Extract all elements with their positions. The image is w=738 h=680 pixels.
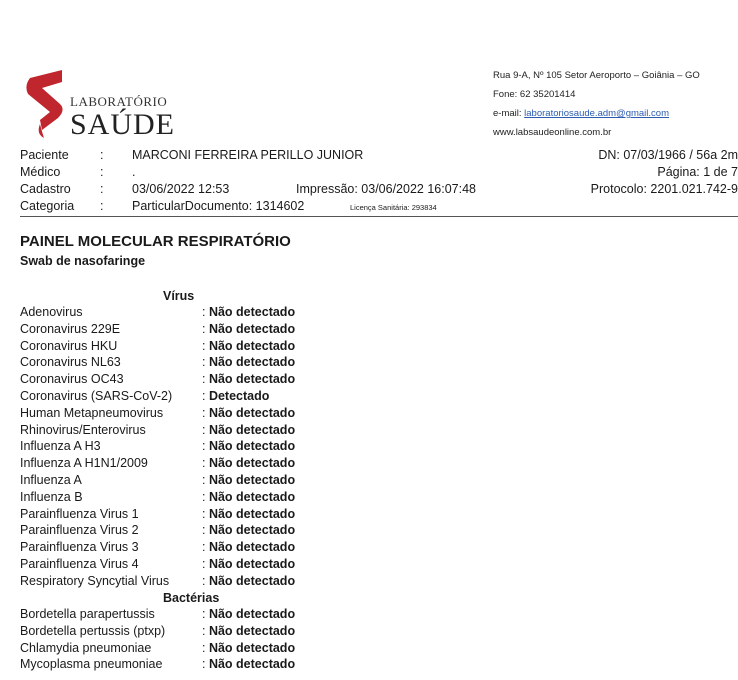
- result-row-detected: Coronavirus (SARS-CoV-2) : Detectado: [20, 389, 340, 406]
- licenca-sanitaria: Licença Sanitária: 293834: [350, 203, 437, 212]
- result-row: Adenovirus : Não detectado: [20, 305, 340, 322]
- logo-text-laboratorio: LABORATÓRIO: [70, 94, 168, 109]
- birth-date: DN: 07/03/1966 / 56a 2m: [598, 148, 738, 162]
- result-row: Influenza B : Não detectado: [20, 490, 340, 507]
- row-cadastro: [20, 182, 738, 199]
- logo-text-saude: SAÚDE: [70, 108, 176, 141]
- result-row: Bordetella parapertussis : Não detectado: [20, 607, 340, 624]
- lab-contact: [493, 66, 700, 142]
- contact-website: www.labsaudeonline.com.br: [493, 127, 612, 138]
- result-row: Coronavirus HKU : Não detectado: [20, 339, 340, 356]
- row-categoria: [20, 199, 738, 216]
- result-row: Respiratory Syncytial Virus : Não detectado: [20, 574, 340, 591]
- row-medico: [20, 165, 738, 182]
- colon: :: [100, 182, 104, 196]
- logo-mark-icon: [22, 68, 68, 142]
- result-row: Coronavirus OC43 : Não detectado: [20, 372, 340, 389]
- contact-address: Rua 9-A, Nº 105 Setor Aeroporto – Goiânia – GO: [493, 70, 700, 81]
- result-row: Coronavirus 229E : Não detectado: [20, 322, 340, 339]
- colon: :: [100, 165, 104, 179]
- virus-results: [20, 305, 340, 591]
- patient-info: [20, 148, 738, 216]
- exam-subtitle: Swab de nasofaringe: [20, 254, 146, 268]
- medico-label: Médico: [20, 165, 61, 179]
- email-label: e-mail:: [493, 108, 525, 119]
- categoria-label: Categoria: [20, 199, 75, 213]
- bacteria-section-header: Bactérias: [163, 591, 220, 605]
- result-row: Parainfluenza Virus 1 : Não detectado: [20, 507, 340, 524]
- result-row: Parainfluenza Virus 3 : Não detectado: [20, 540, 340, 557]
- paciente-label: Paciente: [20, 148, 69, 162]
- result-row: Parainfluenza Virus 4 : Não detectado: [20, 557, 340, 574]
- result-row: Human Metapneumovirus : Não detectado: [20, 406, 340, 423]
- result-row: Chlamydia pneumoniae : Não detectado: [20, 641, 340, 658]
- cadastro-value: 03/06/2022 12:53: [132, 182, 230, 196]
- result-row: Influenza A : Não detectado: [20, 473, 340, 490]
- categoria-value: ParticularDocumento: 1314602: [132, 199, 305, 213]
- protocolo: Protocolo: 2201.021.742-9: [590, 182, 738, 196]
- row-paciente: [20, 148, 738, 165]
- result-row: Parainfluenza Virus 2 : Não detectado: [20, 523, 340, 540]
- result-row: Influenza A H3 : Não detectado: [20, 439, 340, 456]
- header-divider: [20, 216, 738, 217]
- medico-value: .: [132, 165, 136, 179]
- email-link[interactable]: laboratoriosaude.adm@gmail.com: [524, 108, 669, 119]
- result-row: Rhinovirus/Enterovirus : Não detectado: [20, 423, 340, 440]
- virus-section-header: Vírus: [163, 289, 195, 303]
- page-number: Página: 1 de 7: [657, 165, 738, 179]
- contact-email: [493, 104, 700, 123]
- paciente-value: MARCONI FERREIRA PERILLO JUNIOR: [132, 148, 364, 162]
- colon: :: [100, 199, 104, 213]
- contact-phone: Fone: 62 35201414: [493, 89, 576, 100]
- result-row: Mycoplasma pneumoniae : Não detectado: [20, 657, 340, 674]
- exam-title: PAINEL MOLECULAR RESPIRATÓRIO: [20, 233, 291, 250]
- impressao: Impressão: 03/06/2022 16:07:48: [296, 182, 476, 196]
- result-row: Influenza A H1N1/2009 : Não detectado: [20, 456, 340, 473]
- lab-logo: [22, 68, 182, 146]
- bacteria-results: [20, 607, 340, 674]
- colon: :: [100, 148, 104, 162]
- cadastro-label: Cadastro: [20, 182, 71, 196]
- result-row: Coronavirus NL63 : Não detectado: [20, 355, 340, 372]
- result-row: Bordetella pertussis (ptxp) : Não detectado: [20, 624, 340, 641]
